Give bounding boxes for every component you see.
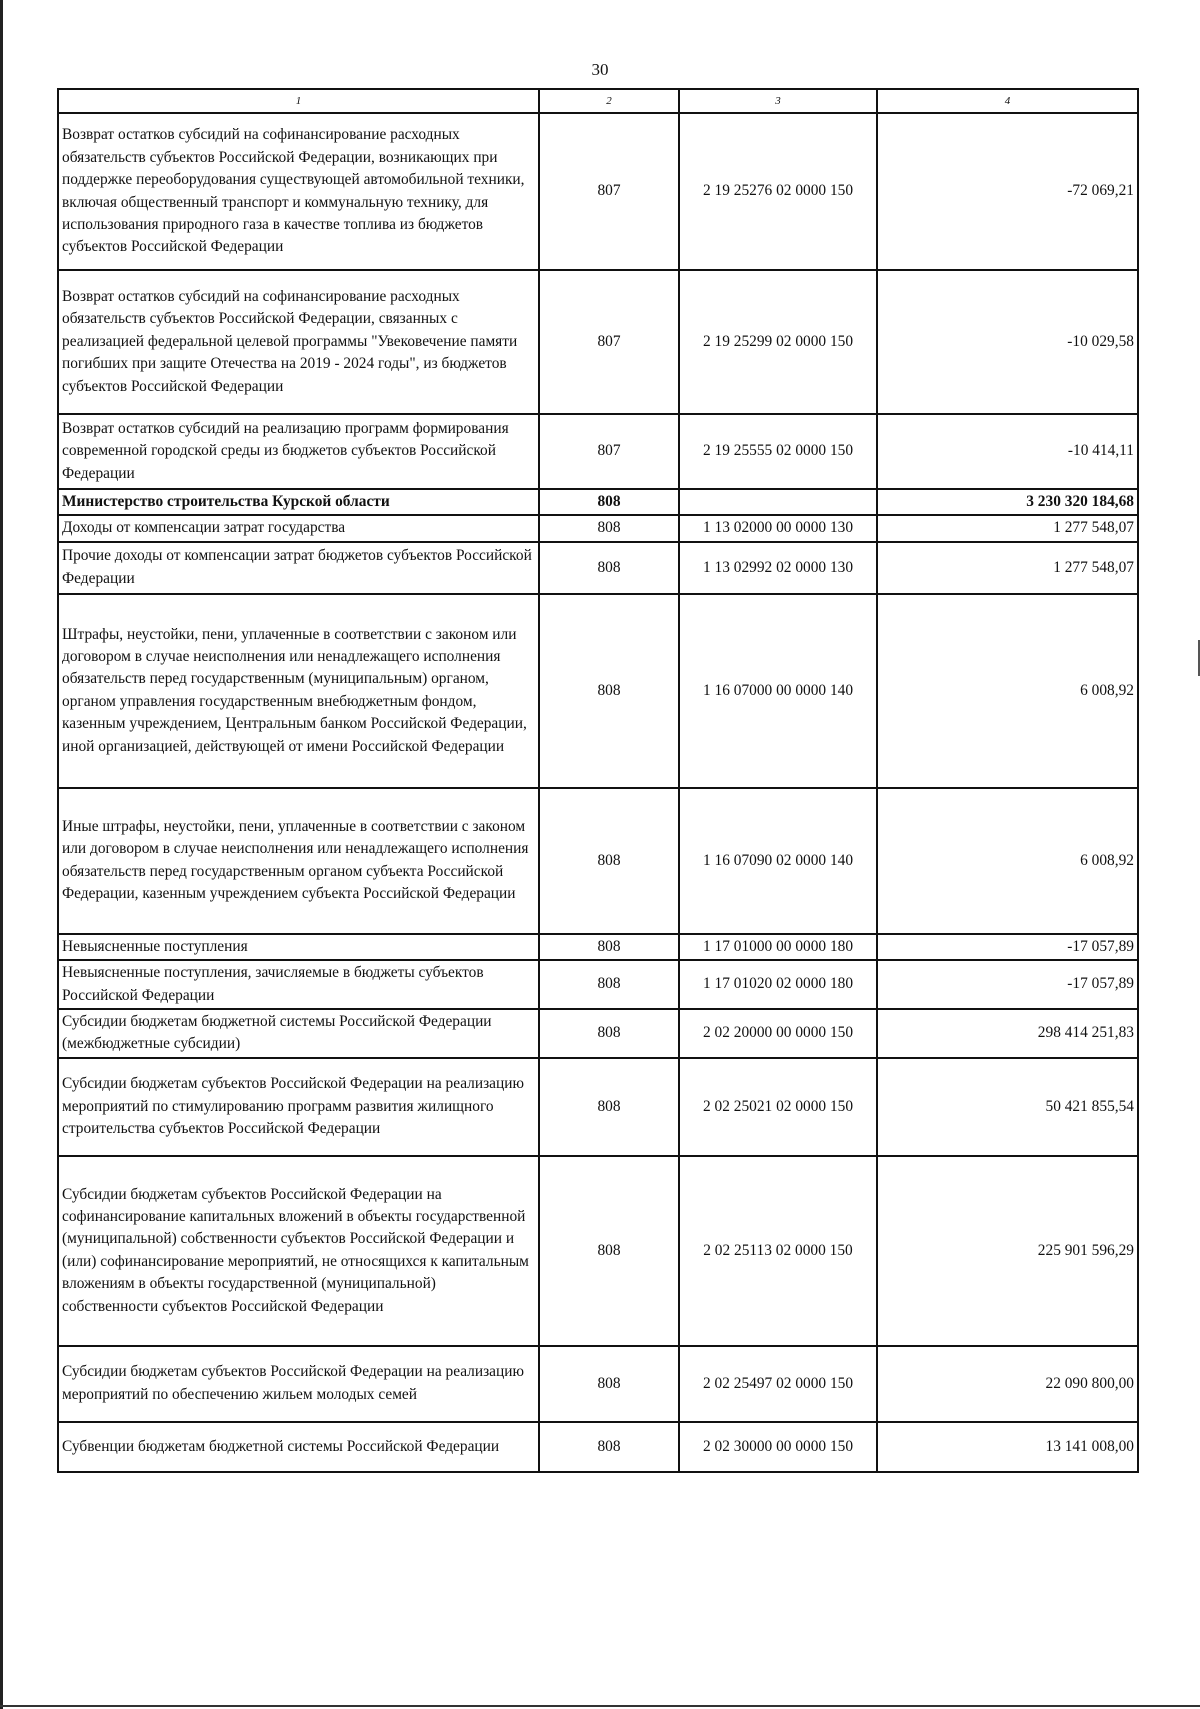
revenue-table bbox=[57, 88, 1139, 1473]
row-admin-code: 808 bbox=[539, 1058, 679, 1156]
row-amount: 13 141 008,00 bbox=[877, 1422, 1138, 1472]
row-budget-code: 2 02 25497 02 0000 150 bbox=[679, 1346, 877, 1422]
table-row bbox=[58, 1422, 1138, 1472]
row-admin-code: 808 bbox=[539, 788, 679, 934]
row-name: Невыясненные поступления, зачисляемые в бюджеты субъектов Российской Федерации bbox=[58, 960, 539, 1009]
table-row-ministry bbox=[58, 489, 1138, 515]
row-amount: 1 277 548,07 bbox=[877, 542, 1138, 594]
row-budget-code: 2 19 25299 02 0000 150 bbox=[679, 270, 877, 414]
table-header-row bbox=[58, 89, 1138, 113]
scan-left-edge bbox=[0, 0, 3, 1709]
row-budget-code: 1 17 01000 00 0000 180 bbox=[679, 934, 877, 960]
row-budget-code: 2 19 25276 02 0000 150 bbox=[679, 113, 877, 270]
table-row bbox=[58, 934, 1138, 960]
row-admin-code: 808 bbox=[539, 542, 679, 594]
header-col-4: 4 bbox=[877, 89, 1138, 113]
row-amount: 6 008,92 bbox=[877, 788, 1138, 934]
row-admin-code: 808 bbox=[539, 1156, 679, 1346]
row-amount: 6 008,92 bbox=[877, 594, 1138, 788]
row-budget-code: 2 02 25021 02 0000 150 bbox=[679, 1058, 877, 1156]
row-admin-code: 807 bbox=[539, 113, 679, 270]
table-row bbox=[58, 788, 1138, 934]
row-amount: 50 421 855,54 bbox=[877, 1058, 1138, 1156]
row-budget-code: 1 13 02992 02 0000 130 bbox=[679, 542, 877, 594]
row-name: Невыясненные поступления bbox=[58, 934, 539, 960]
row-name: Субсидии бюджетам субъектов Российской Федерации на софинансирование капитальных вложений в объекты государственной (муниципальной) собственности субъектов Российской Федерации и (или) софинансирование мероприятий, не относящихся к капитальным вложениям в объекты государственной (муниципальной) собственности субъектов Российской Федерации bbox=[58, 1156, 539, 1346]
table-row bbox=[58, 414, 1138, 489]
row-admin-code: 808 bbox=[539, 594, 679, 788]
table-row bbox=[58, 515, 1138, 541]
row-name: Субсидии бюджетам субъектов Российской Федерации на реализацию мероприятий по обеспечению жильем молодых семей bbox=[58, 1346, 539, 1422]
scan-bottom-edge bbox=[0, 1705, 1200, 1707]
row-name: Возврат остатков субсидий на софинансирование расходных обязательств субъектов Российской Федерации, возникающих при поддержке переоборудования существующей автомобильной техники, включая общественный транспорт и коммунальную технику, для использования природного газа в качестве топлива из бюджетов субъектов Российской Федерации bbox=[58, 113, 539, 270]
row-name: Иные штрафы, неустойки, пени, уплаченные в соответствии с законом или договором в случае неисполнения или ненадлежащего исполнения обязательств перед государственным органом субъекта Российской Федерации, казенным учреждением субъекта Российской Федерации bbox=[58, 788, 539, 934]
row-amount: -10 414,11 bbox=[877, 414, 1138, 489]
row-budget-code bbox=[679, 489, 877, 515]
row-amount: 22 090 800,00 bbox=[877, 1346, 1138, 1422]
row-name: Субсидии бюджетам бюджетной системы Российской Федерации (межбюджетные субсидии) bbox=[58, 1009, 539, 1058]
row-budget-code: 1 17 01020 02 0000 180 bbox=[679, 960, 877, 1009]
row-name: Субвенции бюджетам бюджетной системы Российской Федерации bbox=[58, 1422, 539, 1472]
row-amount: 3 230 320 184,68 bbox=[877, 489, 1138, 515]
row-amount: -17 057,89 bbox=[877, 960, 1138, 1009]
table-row bbox=[58, 113, 1138, 270]
row-admin-code: 807 bbox=[539, 270, 679, 414]
row-amount: 225 901 596,29 bbox=[877, 1156, 1138, 1346]
row-name: Возврат остатков субсидий на реализацию программ формирования современной городской среды из бюджетов субъектов Российской Федерации bbox=[58, 414, 539, 489]
table-row bbox=[58, 1346, 1138, 1422]
table-row bbox=[58, 1009, 1138, 1058]
row-name: Возврат остатков субсидий на софинансирование расходных обязательств субъектов Российской Федерации, связанных с реализацией федеральной целевой программы "Увековечение памяти погибших при защите Отечества на 2019 - 2024 годы", из бюджетов субъектов Российской Федерации bbox=[58, 270, 539, 414]
row-budget-code: 1 13 02000 00 0000 130 bbox=[679, 515, 877, 541]
page-number: 30 bbox=[591, 60, 609, 79]
row-budget-code: 2 02 30000 00 0000 150 bbox=[679, 1422, 877, 1472]
table-row bbox=[58, 1156, 1138, 1346]
row-name: Министерство строительства Курской области bbox=[58, 489, 539, 515]
table-row bbox=[58, 594, 1138, 788]
row-admin-code: 808 bbox=[539, 934, 679, 960]
row-budget-code: 1 16 07000 00 0000 140 bbox=[679, 594, 877, 788]
row-name: Субсидии бюджетам субъектов Российской Федерации на реализацию мероприятий по стимулированию программ развития жилищного строительства субъектов Российской Федерации bbox=[58, 1058, 539, 1156]
row-amount: 1 277 548,07 bbox=[877, 515, 1138, 541]
table-row bbox=[58, 270, 1138, 414]
row-admin-code: 808 bbox=[539, 489, 679, 515]
header-col-3: 3 bbox=[679, 89, 877, 113]
row-name: Прочие доходы от компенсации затрат бюджетов субъектов Российской Федерации bbox=[58, 542, 539, 594]
row-amount: -17 057,89 bbox=[877, 934, 1138, 960]
row-admin-code: 808 bbox=[539, 1422, 679, 1472]
row-name: Штрафы, неустойки, пени, уплаченные в соответствии с законом или договором в случае неисполнения или ненадлежащего исполнения обязательств перед государственным (муниципальным) органом, органом управления государственным внебюджетным фондом, казенным учреждением, Центральным банком Российской Федерации, иной организацией, действующей от имени Российской Федерации bbox=[58, 594, 539, 788]
table-row bbox=[58, 1058, 1138, 1156]
table-row bbox=[58, 542, 1138, 594]
row-amount: -72 069,21 bbox=[877, 113, 1138, 270]
row-admin-code: 807 bbox=[539, 414, 679, 489]
row-budget-code: 2 02 20000 00 0000 150 bbox=[679, 1009, 877, 1058]
table-row bbox=[58, 960, 1138, 1009]
row-budget-code: 1 16 07090 02 0000 140 bbox=[679, 788, 877, 934]
row-admin-code: 808 bbox=[539, 1009, 679, 1058]
row-budget-code: 2 19 25555 02 0000 150 bbox=[679, 414, 877, 489]
header-col-1: 1 bbox=[58, 89, 539, 113]
row-admin-code: 808 bbox=[539, 515, 679, 541]
header-col-2: 2 bbox=[539, 89, 679, 113]
row-admin-code: 808 bbox=[539, 960, 679, 1009]
row-budget-code: 2 02 25113 02 0000 150 bbox=[679, 1156, 877, 1346]
row-name: Доходы от компенсации затрат государства bbox=[58, 515, 539, 541]
row-amount: -10 029,58 bbox=[877, 270, 1138, 414]
row-admin-code: 808 bbox=[539, 1346, 679, 1422]
row-amount: 298 414 251,83 bbox=[877, 1009, 1138, 1058]
